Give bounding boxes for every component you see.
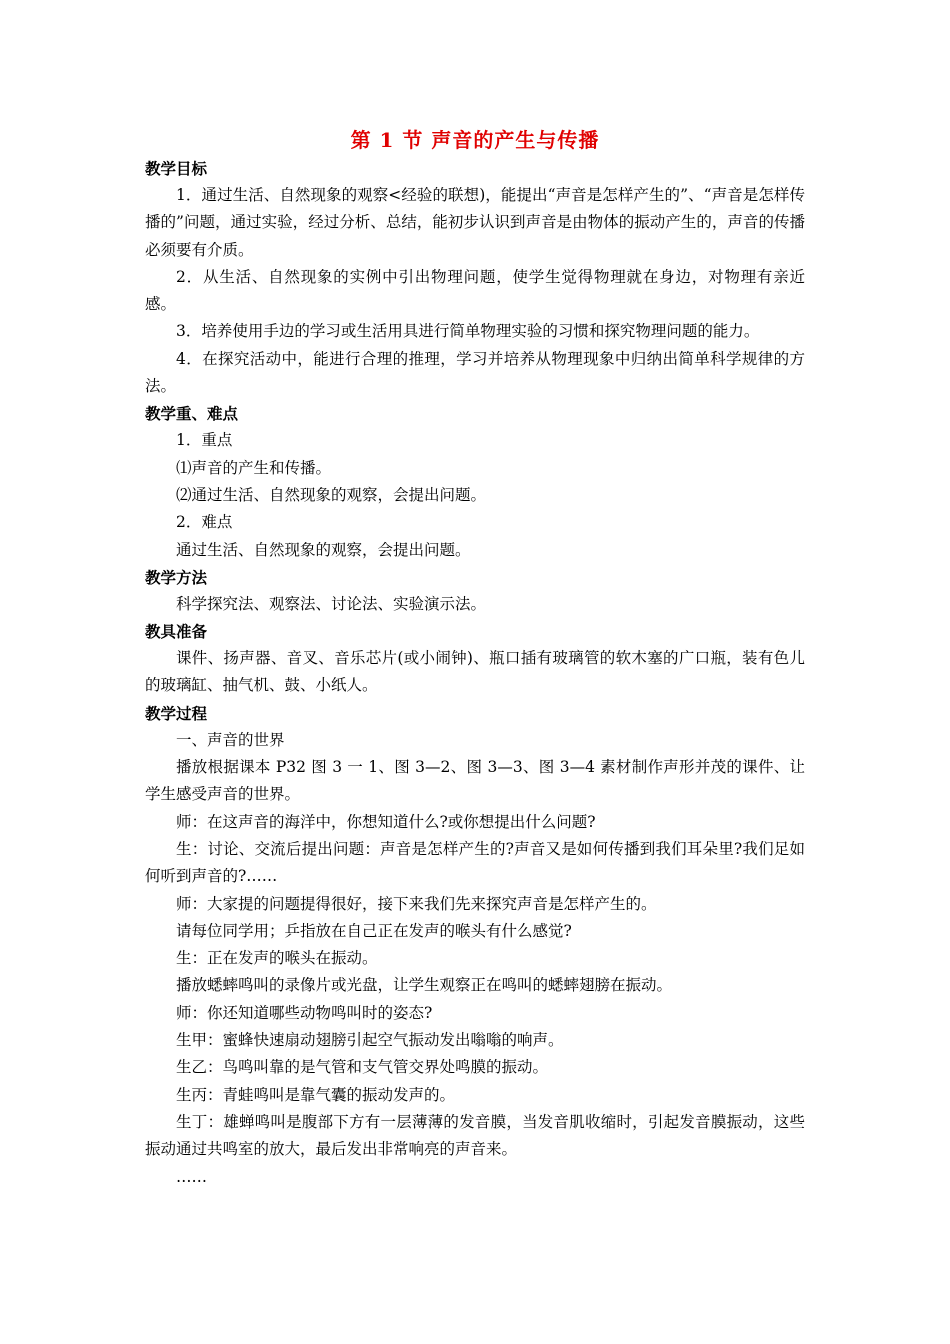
paragraph: 播放根据课本 P32 图 3 一 1、图 3—2、图 3—3、图 3—4 素材制作声形并茂的课件、让学生感受声音的世界。 <box>145 758 805 804</box>
paragraph: 2．难点 <box>176 513 233 532</box>
document-title: 第 1 节 声音的产生与传播 <box>350 128 600 152</box>
paragraph: 生甲：蜜蜂快速扇动翅膀引起空气振动发出嗡嗡的响声。 <box>176 1031 564 1050</box>
paragraph: 生丙：青蛙鸣叫是靠气囊的振动发声的。 <box>176 1085 456 1104</box>
paragraph: 1．重点 <box>176 431 233 450</box>
paragraph: 师：大家提的问题提得很好，接下来我们先来探究声音是怎样产生的。 <box>176 894 657 913</box>
paragraph: ⑴声音的产生和传播。 <box>176 458 332 477</box>
paragraph: 3．培养使用手边的学习或生活用具进行简单物理实验的习惯和探究物理问题的能力。 <box>176 322 760 341</box>
paragraph: ⑵通过生活、自然现象的观察，会提出问题。 <box>176 485 487 504</box>
section-heading-materials: 教具准备 <box>145 622 208 642</box>
document-body <box>145 155 805 1191</box>
paragraph: …… <box>176 1167 207 1186</box>
paragraph: 师：在这声音的海洋中，你想知道什么?或你想提出什么问题? <box>176 812 596 831</box>
paragraph: 播放蟋蟀鸣叫的录像片或光盘，让学生观察正在鸣叫的蟋蟀翅膀在振动。 <box>176 976 673 995</box>
paragraph: 师：你还知道哪些动物鸣叫时的姿态? <box>176 1003 433 1022</box>
paragraph: 一、声音的世界 <box>176 730 285 749</box>
paragraph: 生丁：雄蝉鸣叫是腹部下方有一层薄薄的发音膜，当发音肌收缩时，引起发音膜振动，这些振动通过共鸣室的放大，最后发出非常响亮的声音来。 <box>145 1112 805 1159</box>
section-heading-key-points: 教学重、难点 <box>145 404 239 424</box>
paragraph: 通过生活、自然现象的观察，会提出问题。 <box>176 540 471 559</box>
paragraph: 4．在探究活动中，能进行合理的推理，学习并培养从物理现象中归纳出简单科学规律的方法。 <box>145 349 805 396</box>
paragraph: 生：正在发声的喉头在振动。 <box>176 949 378 968</box>
paragraph: 科学探究法、观察法、讨论法、实验演示法。 <box>176 594 487 613</box>
paragraph: 课件、扬声器、音叉、音乐芯片(或小闹钟)、瓶口插有玻璃管的软木塞的广口瓶，装有色儿的玻璃缸、抽气机、鼓、小纸人。 <box>145 649 805 695</box>
paragraph: 请每位同学用；乒指放在自己正在发声的喉头有什么感觉? <box>176 921 572 940</box>
paragraph: 1．通过生活、自然现象的观察<经验的联想)，能提出“声音是怎样产生的”、“声音是怎样传播的”问题，通过实验，经过分析、总结，能初步认识到声音是由物体的振动产生的，声音的传播必须要有介质。 <box>145 186 805 259</box>
paragraph: 2．从生活、自然现象的实例中引出物理问题，使学生觉得物理就在身边，对物理有亲近感。 <box>145 267 805 314</box>
section-heading-methods: 教学方法 <box>145 567 208 587</box>
paragraph: 生乙：鸟鸣叫靠的是气管和支气管交界处鸣膜的振动。 <box>176 1058 549 1077</box>
paragraph: 生：讨论、交流后提出问题：声音是怎样产生的?声音又是如何传播到我们耳朵里?我们足如何听到声音的?…… <box>145 839 805 886</box>
section-heading-objectives: 教学目标 <box>145 159 208 178</box>
section-heading-process: 教学过程 <box>145 703 208 723</box>
